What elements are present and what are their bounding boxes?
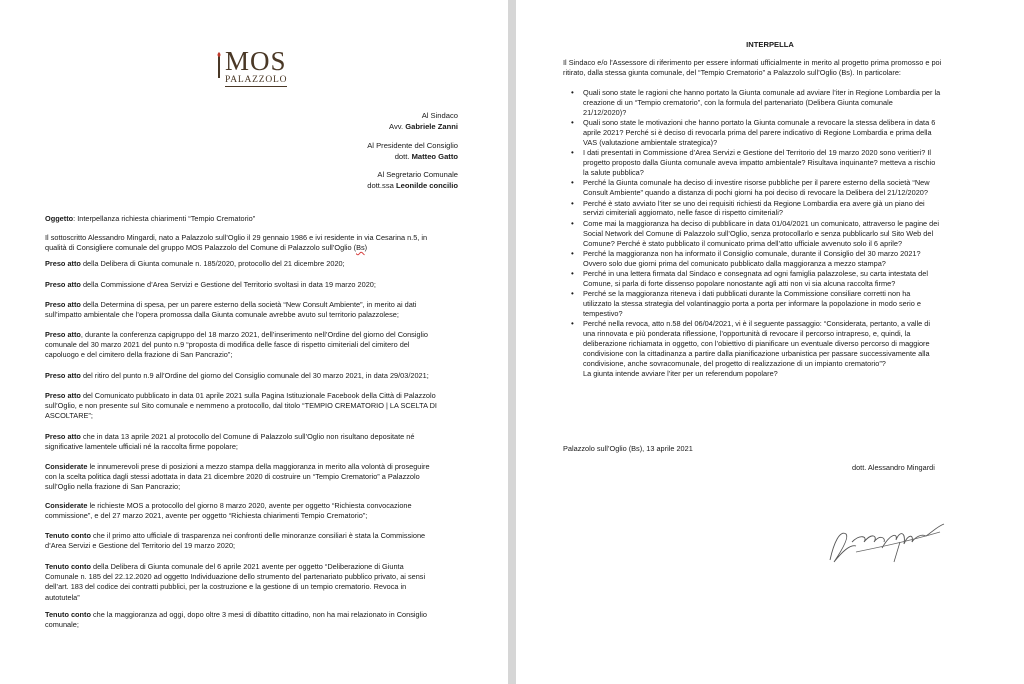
body-paragraph: Preso atto della Commissione d’Area Servizi e Gestione del Territorio svoltasi in data 19 marzo 2020;	[45, 280, 376, 289]
question-item: • Come mai la maggioranza ha deciso di pubblicare in data 01/04/2021 un comunicato, attraverso le pagine dei Social Network del Comune di Palazzolo sull’Oglio, senza protocollarlo e senza pubblicarlo sul Sito Web del Comune? Perché è stato pubblicato il comunicato prima dell’atto ufficiale avvenuto solo il 6 aprile?	[571, 218, 939, 248]
body-paragraph: Considerate le innumerevoli prese di posizioni a mezzo stampa della maggioranza in merito alla volontà di proseguire con la scelta politica dagli stessi adottata in data 21 dicembre 2020 di costruire un “Tempio Crematorio” a Palazzolo sull’Oglio nella frazione di San Pancrazio;	[45, 462, 430, 492]
bullet-icon: •	[571, 289, 574, 299]
body-paragraph: Tenuto conto della Delibera di Giunta comunale del 6 aprile 2021 avente per oggetto “Deliberazione di Giunta Comunale n. 185 del 22.12.2020 ad oggetto Individuazione dello strumento del partenariato pubblico privato, ai sensi dell’art. 183 del codice dei contratti pubblici, per la costruzione e la gestione di un tempio crematorio. Revoca in autotutela”	[45, 562, 426, 602]
bullet-icon: •	[571, 178, 574, 188]
question-item: • I dati presentati in Commissione d’Area Servizi e Gestione del Territorio del 19 marzo 2020 sono veritieri? Il progetto proposto dalla Giunta comunale aveva impatto ambientale? Risultava inquinante? metteva a rischio la salute pubblica?	[571, 148, 936, 178]
torch-icon	[216, 52, 222, 78]
place-date: Palazzolo sull’Oglio (Bs), 13 aprile 2021	[563, 444, 693, 453]
body-paragraph: Preso atto, durante la conferenza capigruppo del 18 marzo 2021, dell’inserimento nell’Ordine del giorno del Consiglio comunale del 30 marzo 2021 del punto n.9 “proposta di modifica delle fasce di rispetto cimiteriali del cimitero del capoluogo e del cimitero della frazione di San Pancrazio”;	[45, 330, 428, 360]
question-item: • Quali sono state le motivazioni che hanno portato la Giunta comunale a revocare la stessa delibera in data 6 aprile 2021? Perché si è deciso di revocarla prima del parere indicativo di Regione Lombardia e prima della VAS (valutazione ambientale strategica)?	[571, 118, 936, 147]
subject-line: Oggetto: Interpellanza richiesta chiarimenti “Tempio Crematorio”	[45, 214, 256, 223]
question-item: • Perché se la maggioranza riteneva i dati pubblicati durante la Commissione consiliare corretti non ha utilizzato la stessa strategia del volantinaggio porta a porta per informare la popolazione in modo serio e tempestivo?	[571, 289, 922, 319]
recipient-council-president: Al Presidente del Consiglio dott. Matteo Gatto	[367, 141, 458, 161]
bullet-icon: •	[571, 198, 574, 208]
question-item: • Quali sono state le ragioni che hanno portato la Giunta comunale ad avviare l’iter in Regione Lombardia per la creazione di un “Tempio crematorio”, con la formula del partenariato (Delibera Giunta comunale 21/12/2020)?	[571, 88, 941, 117]
interpella-intro: Il Sindaco e/o l’Assessore di riferimento per essere informati ufficialmente in merito al progetto prima promosso e poi ritirato, dalla stessa giunta comunale, del “Tempio Crematorio” a Palazzolo sull’Oglio (Bs). In particolare:	[563, 58, 942, 78]
bullet-icon: •	[571, 319, 574, 329]
question-item: • Perché in una lettera firmata dal Sindaco e consegnata ad ogni famiglia palazzolese, su carta intestata del Comune, si parla di forte dissenso popolare nonostante agli atti non vi sia alcuna raccolta firme?	[571, 269, 928, 288]
bullet-icon: •	[571, 88, 574, 97]
question-item: • Perché la Giunta comunale ha deciso di investire risorse pubbliche per il parere esterno della società “New Consult Ambiente” quando a distanza di pochi giorni ha poi deciso di revocare la Delibera del 21/12/2020?	[571, 178, 930, 198]
interpella-heading: INTERPELLA	[746, 40, 794, 49]
body-paragraph: Preso atto della Determina di spesa, per un parere esterno della società “New Consult Ambiente”, in merito ai dati sull’impatto ambientale che l’opera promossa dalla Giunta comunale avrebbe avuto sul territorio palazzolese;	[45, 300, 417, 320]
body-paragraph: Preso atto della Delibera di Giunta comunale n. 185/2020, protocollo del 21 dicembre 2020;	[45, 259, 345, 268]
body-paragraph: Considerate le richieste MOS a protocollo del giorno 8 marzo 2020, avente per oggetto “Richiesta convocazione commissione”, e del 27 marzo 2021, avente per oggetto “Richiesta chiarimenti Tempio Crematorio”;	[45, 501, 412, 521]
question-list	[571, 88, 983, 379]
body-paragraph: Tenuto conto che il primo atto ufficiale di trasparenza nei confronti delle minoranze consiliari è stata la Commissione d’Area Servizi e Gestione del Territorio del 19 marzo 2020;	[45, 531, 426, 551]
body-paragraph: Preso atto che in data 13 aprile 2021 al protocollo del Comune di Palazzolo sull’Oglio non risultano depositate né significative lamentele ufficiali né la raccolta firme popolare;	[45, 432, 415, 452]
recipient-secretary: Al Segretario Comunale dott.ssa Leonilde concilio	[367, 170, 458, 190]
recipient-mayor: Al Sindaco Avv. Gabriele Zanni	[389, 111, 458, 131]
bullet-icon: •	[571, 269, 574, 279]
logo-text: MOS	[225, 46, 287, 76]
bullet-icon: •	[571, 148, 574, 158]
bullet-icon: •	[571, 218, 574, 228]
document-page-right	[516, 0, 1024, 684]
bullet-icon: •	[571, 248, 574, 258]
logo-subtext: PALAZZOLO	[225, 75, 288, 85]
signatory-name: dott. Alessandro Mingardi	[852, 463, 935, 472]
question-item: • Perché è stato avviato l’iter se uno dei requisiti richiesti da Regione Lombardia era avere già un piano dei servizi cimiteriali aggiornato, nelle fasce di rispetto cimiteriali?	[571, 198, 925, 218]
question-item: • Perché nella revoca, atto n.58 del 06/04/2021, vi è il seguente passaggio: “Considerata, pertanto, a valle di una rinnovata e più ponderata riflessione, l’opportunità di revocare il percorso intrapreso, e, quindi, la deliberazione richiamata in oggetto, con l’obiettivo di pianificare un eventuale diverso percorso di maggiore condivisione con la cittadinanza a partire dalla pianificazione urbanistica per passare successivamente alla condivisione, anche sovracomunale, del progetto di realizzazione di un impianto crematorio”? La giunta intende avviare l’iter per un referendum popolare?	[571, 319, 931, 378]
intro-paragraph: Il sottoscritto Alessandro Mingardi, nato a Palazzolo sull’Oglio il 29 gennaio 1986 e ivi residente in via Cesarina n.5, in qualità di Consigliere comunale del gruppo MOS Palazzolo del Comune di Palazzolo sull’Oglio (Bs)	[45, 233, 428, 253]
mos-logo	[216, 46, 296, 89]
body-paragraph: Preso atto del Comunicato pubblicato in data 01 aprile 2021 sulla Pagina Istituzionale Facebook della Città di Palazzolo sull’Oglio, e non presente sul Sito comunale e nemmeno a protocollo, dal titolo “TEMPIO CREMATORIO | LA SCELTA DI ASCOLTARE”;	[45, 391, 437, 421]
body-paragraph: Preso atto del ritiro del punto n.9 all’Ordine del giorno del Consiglio comunale del 30 marzo 2021, in data 29/03/2021;	[45, 371, 429, 380]
bullet-icon: •	[571, 118, 574, 128]
document-page-left	[0, 0, 508, 684]
handwritten-signature	[816, 512, 946, 572]
question-item: • Perché la maggioranza non ha informato il Consiglio comunale, durante il Consiglio del 30 marzo 2021? Ovvero solo due giorni prima del comunicato pubblicato dalla maggioranza a mezzo stampa?	[571, 248, 921, 268]
body-paragraph: Tenuto conto che la maggioranza ad oggi, dopo oltre 3 mesi di dibattito cittadino, non ha mai relazionato in Consiglio comunale;	[45, 610, 427, 630]
